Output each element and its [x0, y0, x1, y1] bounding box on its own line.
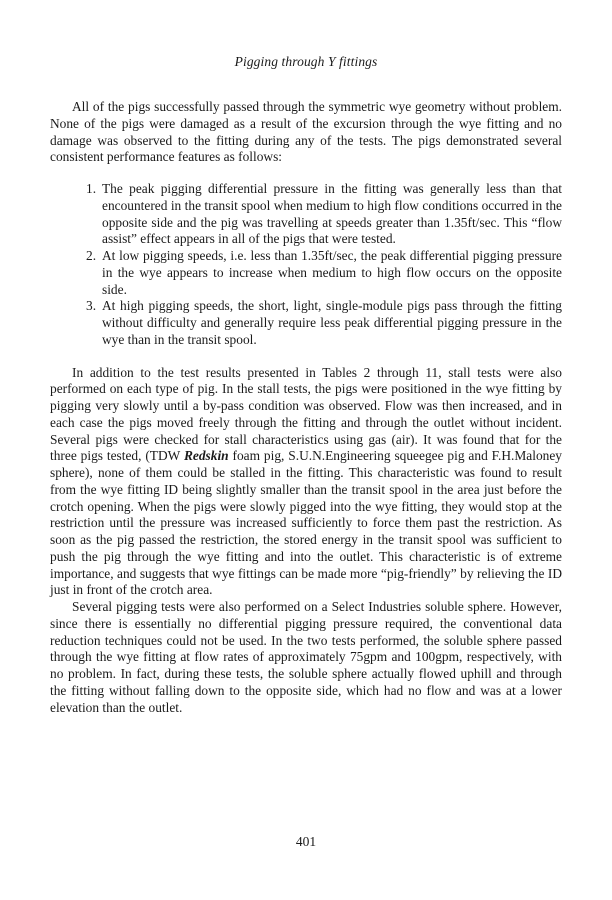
list-item-text: At high pigging speeds, the short, light, single-module pigs pass through the fitting without difficulty and generally require less peak differential pigging pressure in the wye than in the transit spool. [102, 298, 562, 347]
list-item-number: 1. [86, 181, 97, 196]
list-item [86, 298, 562, 348]
list-item-text: The peak pigging differential pressure in the fitting was generally less than that encountered in the transit spool when medium to high flow conditions occurred in the opposite side and the pig was travelling at speeds greater than 1.35ft/sec. This “flow assist” effect appears in all of the pigs that were tested. [102, 181, 562, 247]
stall-test-paragraph [50, 365, 562, 600]
list-item-number: 2. [86, 248, 97, 263]
stall-text-part-1: In addition to the test results presented in Tables 2 through 11, stall tests were also performed on each type of pig. In the stall tests, the pigs were positioned in the wye fitting by pigging very slowly until a by-pass condition was observed. Flow was then increased, and in each case the pigs moved freely through the fitting and through the outlet without incident. Several pigs were checked for stall characteristics using gas (air). It was found that for the three pigs tested, (TDW [50, 364, 562, 464]
soluble-sphere-paragraph: Several pigging tests were also performed on a Select Industries soluble sphere. However, since there is essentially no differential pigging pressure required, the conventional data reduction techniques could not be used. In the two tests performed, the soluble sphere passed through the wye fitting at flow rates of approximately 75gpm and 100gpm, respectively, with no problem. In fact, during these tests, the soluble sphere actually flowed uphill and through the fitting without falling down to the opposite side, which had no flow and was at a lower elevation than the outlet. [50, 599, 562, 715]
redskin-product-name: Redskin [183, 448, 229, 464]
page-number: 401 [295, 834, 317, 849]
stall-text-part-2: foam pig, S.U.N.Engineering squeegee pig and F.H.Maloney sphere), none of them could be stalled in the fitting. This characteristic was found to result from the wye fitting ID being slightly smaller than the transit spool in the area just before the crotch opening. When the pigs were slowly pigged into the wye fitting, they would stop at the restriction until the pressure was increased sufficiently to force them past the restriction. As soon as the pig passed the restriction, the stored energy in the transit spool was sufficient to push the pig through the wye fitting and into the outlet. This characteristic is of extreme importance, and suggests that wye fittings can be made more “pig-friendly” by relieving the ID just in front of the crotch area. [50, 448, 562, 598]
list-item-number: 3. [86, 298, 97, 314]
list-item [86, 248, 562, 298]
feature-list [86, 181, 562, 349]
intro-paragraph: All of the pigs successfully passed through the symmetric wye geometry without problem. None of the pigs were damaged as a result of the excursion through the wye fitting and no damage was observed to the fitting during any of the tests. The pigs demonstrated several consistent performance features as follows: [50, 99, 562, 165]
body-text [50, 99, 562, 716]
running-head: Pigging through Y fittings [234, 54, 378, 69]
list-item [86, 181, 562, 248]
list-item-text: At low pigging speeds, i.e. less than 1.35ft/sec, the peak differential pigging pressure in the wye appears to increase when medium to high flow occurs on the opposite side. [102, 248, 562, 297]
